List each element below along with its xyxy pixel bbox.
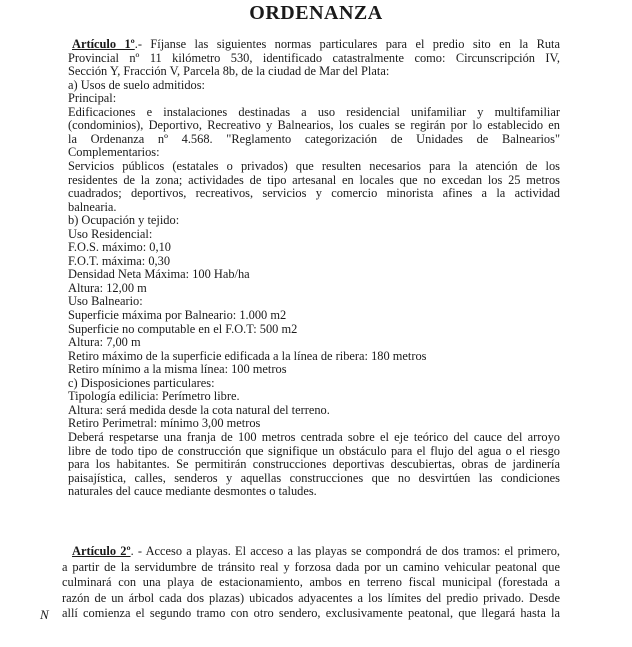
article-1-line: la Ordenanza nº 4.568. "Reglamento categorización de Unidades de Balnearios" <box>68 132 560 146</box>
text-line <box>68 335 141 349</box>
text-line <box>68 430 560 445</box>
text-line <box>68 457 560 472</box>
article-1-line: Complementarios: <box>68 145 160 159</box>
article-1-line: Retiro máximo de la superficie edificada a la línea de ribera: 180 metros <box>68 349 427 363</box>
article-2-line: culminará con una playa de estacionamiento, ambos en terreno fiscal municipal (forestada a <box>62 575 560 589</box>
article-2-label: Artículo 2º <box>72 544 131 558</box>
article-1-line: balnearia. <box>68 200 117 214</box>
text-line <box>68 281 147 295</box>
article-1-line: Altura: será medida desde la cota natural del terreno. <box>68 403 330 417</box>
article-1-line: residentes de la zona; actividades de tipo artesanal en locales que no excedan los 25 metros <box>68 173 560 187</box>
text-line <box>68 294 143 308</box>
text-line <box>68 64 389 78</box>
text-line <box>62 575 560 590</box>
article-1-line: Retiro Perimetral: mínimo 3,00 metros <box>68 416 261 430</box>
article-1-line: Deberá respetarse una franja de 100 metros centrada sobre el eje teórico del cauce del arroyo <box>68 430 560 444</box>
article-1-line: Edificaciones e instalaciones destinadas a uso residencial unifamiliar y multifamiliar <box>68 105 560 119</box>
article-1-line: Uso Balneario: <box>68 294 143 308</box>
article-1-line: Altura: 7,00 m <box>68 335 141 349</box>
article-1-line: para los habitantes. Se permitirán construcciones deportivas descubiertas, obras de jardinería <box>68 457 560 471</box>
article-1-line: paisajística, calles, senderos y aquellas construcciones que no desvirtúen las condiciones <box>68 471 560 485</box>
text-line <box>68 484 317 498</box>
text-line <box>62 591 560 606</box>
text-line <box>68 389 240 403</box>
article-1-line: Servicios públicos (estatales o privados) que resulten necesarios para la atención de los <box>68 159 560 173</box>
text-line <box>68 308 286 322</box>
article-2-line: a partir de la servidumbre de tránsito real y forzosa dada por un camino vehicular peatonal que <box>62 560 560 574</box>
text-line <box>68 159 560 174</box>
text-line <box>68 349 427 363</box>
text-line <box>68 240 171 254</box>
text-line <box>68 78 205 92</box>
text-line <box>68 227 152 241</box>
article-1-line: F.O.S. máximo: 0,10 <box>68 240 171 254</box>
article-2-intro: . - Acceso a playas. El acceso a las playas se compondrá de dos tramos: el primero, <box>130 544 560 558</box>
text-line <box>72 37 560 52</box>
article-1-line: b) Ocupación y tejido: <box>68 213 180 227</box>
article-1-intro: .- Fíjanse las siguientes normas particulares para el predio sito en la Ruta <box>134 37 560 51</box>
text-line <box>68 91 116 105</box>
text-line <box>68 362 287 376</box>
article-2-line: razón de un árbol cada dos plazas) ubicados adyacentes a los límites del predio privado. Desde <box>62 591 560 605</box>
article-1-line: Sección Y, Fracción V, Parcela 8b, de la ciudad de Mar del Plata: <box>68 64 390 78</box>
article-1-line: F.O.T. máxima: 0,30 <box>68 254 171 268</box>
text-line <box>62 606 560 621</box>
article-1-line: Uso Residencial: <box>68 227 153 241</box>
text-line <box>68 267 250 281</box>
article-2-line: allí comienza el segundo tramo con otro sendero, exclusivamente peatonal, que llegará hasta la <box>62 606 560 620</box>
article-1-line: Superficie no computable en el F.O.T: 500 m2 <box>68 322 298 336</box>
text-line <box>62 560 560 575</box>
article-1-line: Tipología edilicia: Perímetro libre. <box>68 389 240 403</box>
text-line <box>72 544 560 559</box>
text-line <box>68 118 560 133</box>
text-line <box>68 416 260 430</box>
text-line <box>68 254 170 268</box>
article-1-line: c) Disposiciones particulares: <box>68 376 215 390</box>
article-1-line: cuadrados; deportivos, recreativos, servicios y comercio minorista afines a la actividad <box>68 186 560 200</box>
article-1-line: libre de todo tipo de construcción que signifique un obstáculo para el flujo del agua o el riesgo <box>68 444 560 458</box>
article-1-line: naturales del cauce mediante desmontes o taludes. <box>68 484 317 498</box>
article-1-line: Retiro mínimo a la misma línea: 100 metros <box>68 362 287 376</box>
text-line <box>68 403 330 417</box>
article-1-label: Artículo 1º <box>72 37 135 51</box>
article-1-line: a) Usos de suelo admitidos: <box>68 78 205 92</box>
article-1-line: Superficie máxima por Balneario: 1.000 m2 <box>68 308 287 322</box>
page-title: ORDENANZA <box>249 2 383 24</box>
article-1-line: Altura: 12,00 m <box>68 281 147 295</box>
article-1-line: Principal: <box>68 91 117 105</box>
text-line <box>68 200 117 214</box>
text-line <box>68 213 179 227</box>
text-line <box>68 376 215 390</box>
text-line <box>68 186 560 201</box>
article-1-line: Densidad Neta Máxima: 100 Hab/ha <box>68 267 250 281</box>
article-1-line: (condominios), Deportivo, Recreativo y Balnearios, los cuales se regirán por lo establecido en <box>68 118 560 132</box>
text-line <box>68 145 160 159</box>
text-line <box>68 322 297 336</box>
margin-handwritten-mark: N <box>40 607 49 622</box>
article-1-line: Provincial nº 11 kilómetro 530, identificado catastralmente como: Circunscripción IV, <box>68 51 560 65</box>
